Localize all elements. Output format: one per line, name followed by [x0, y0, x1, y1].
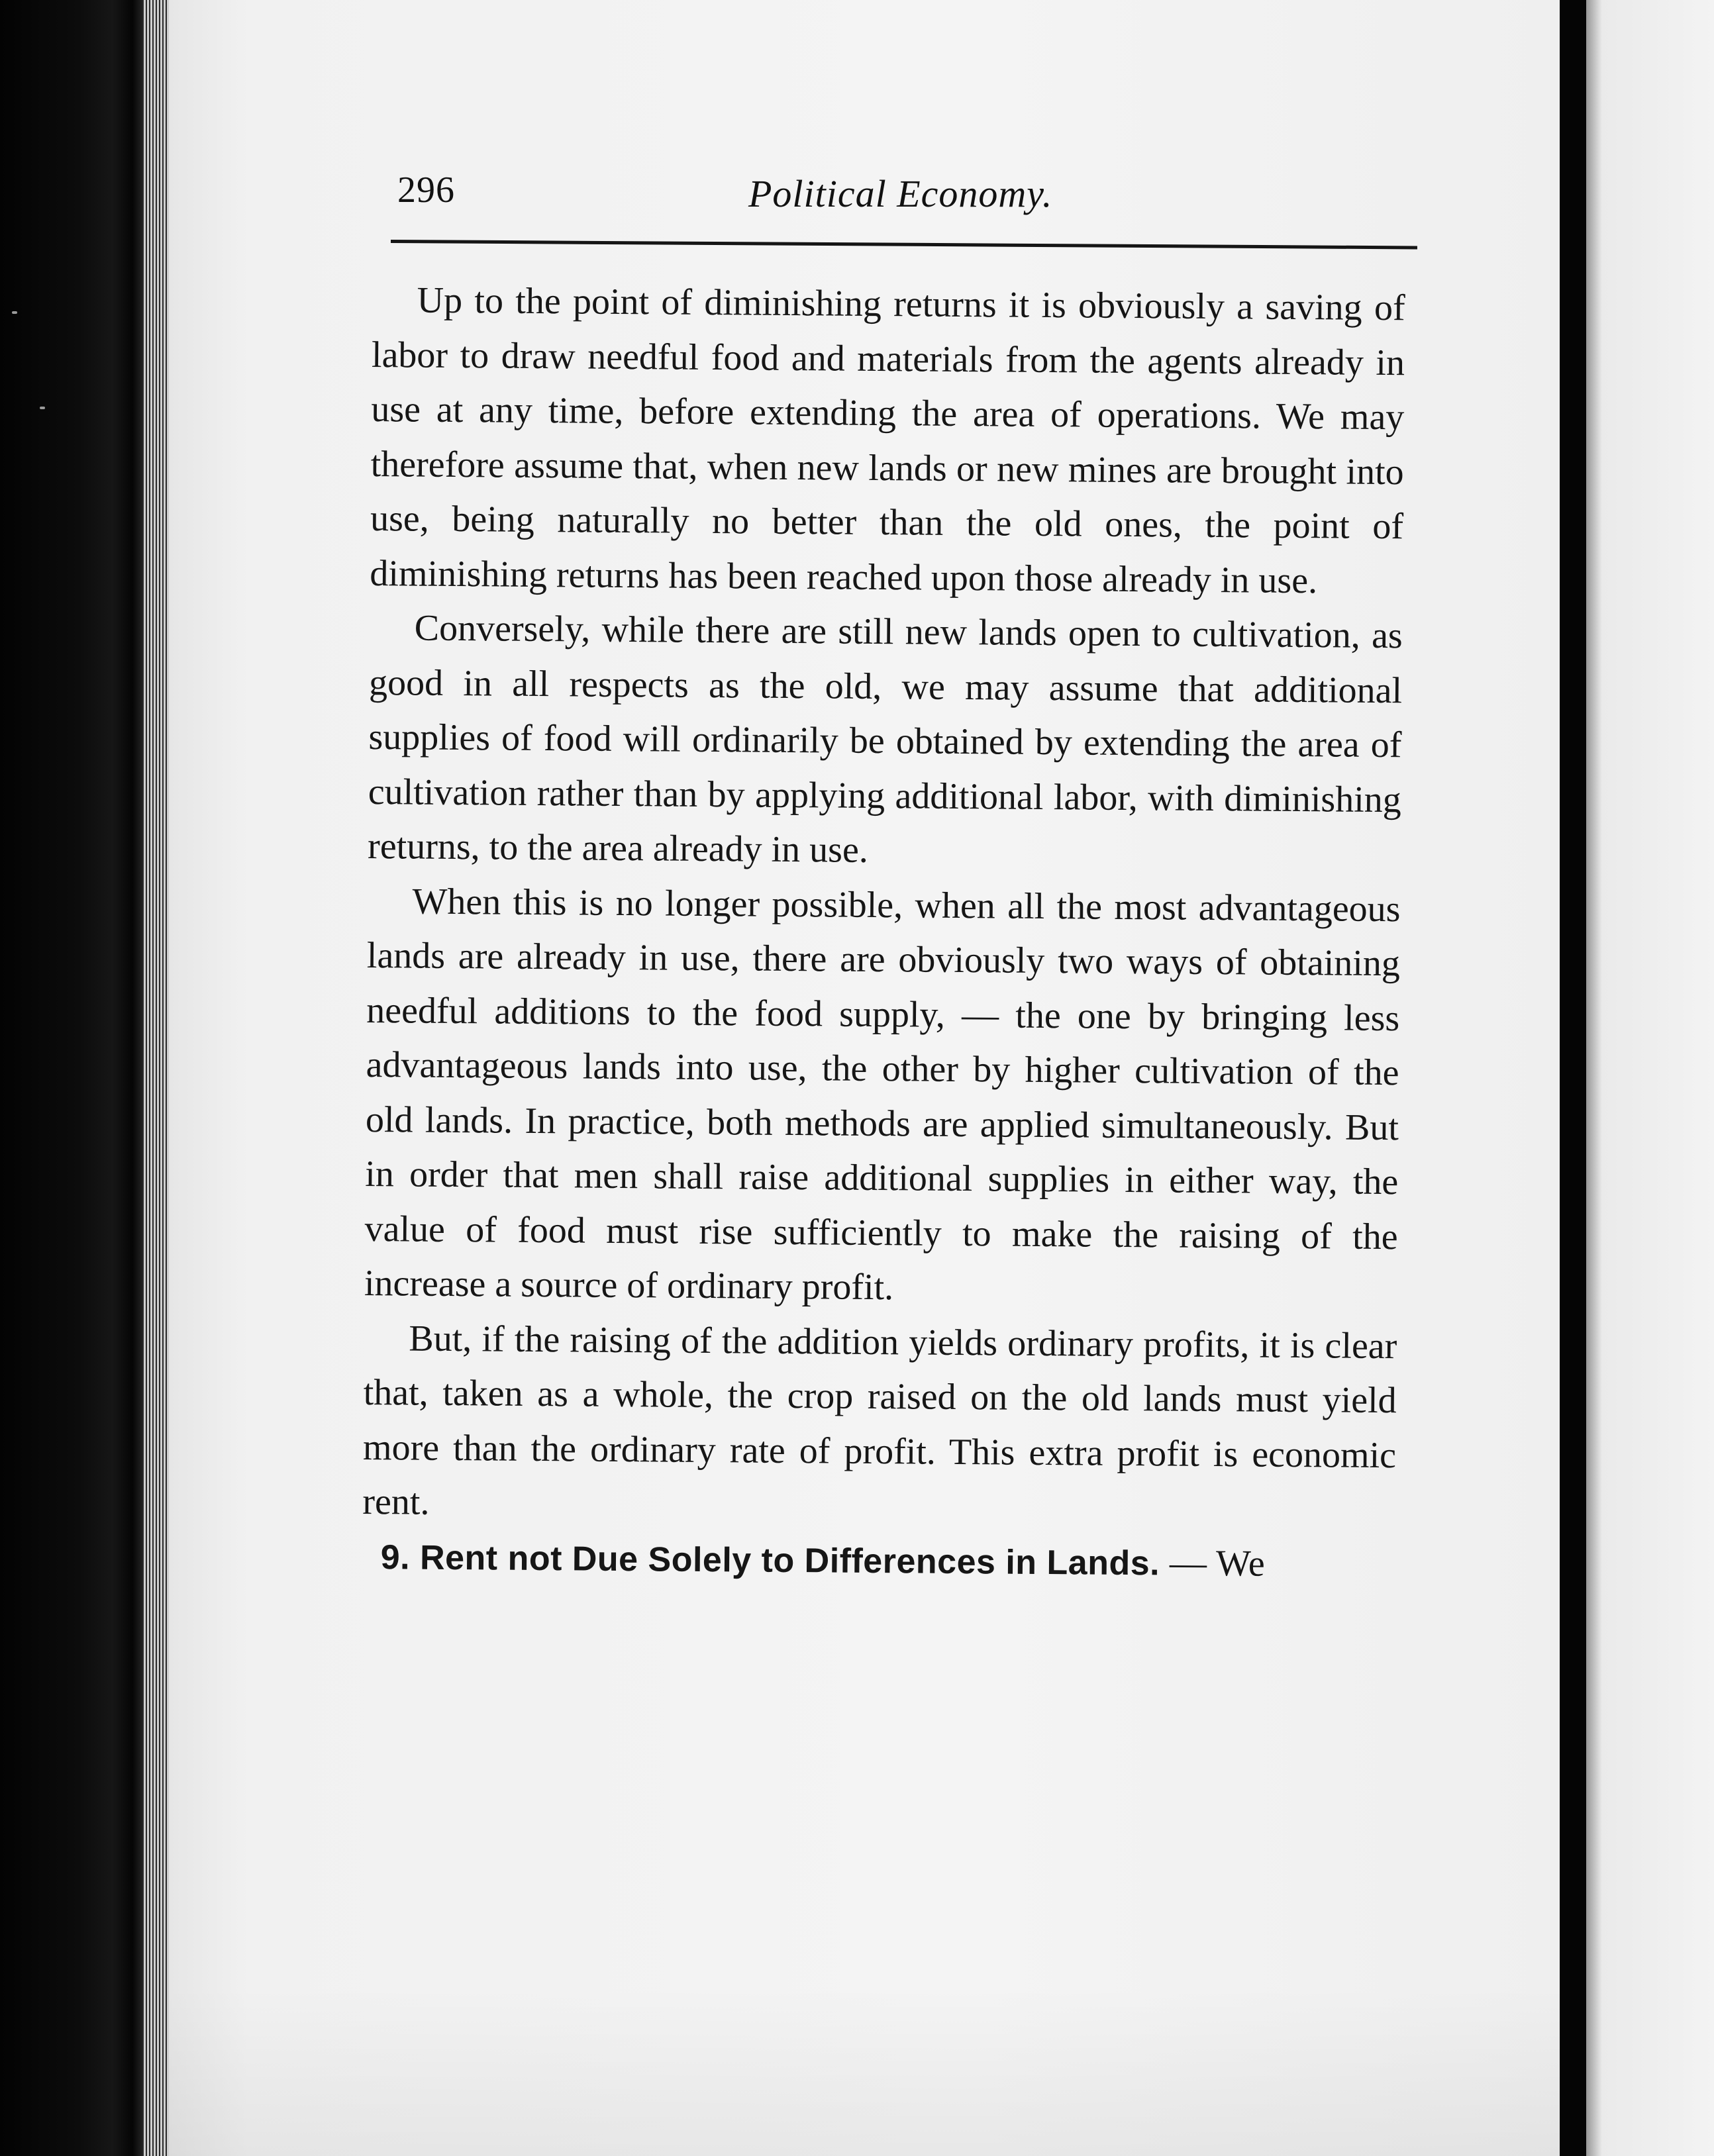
body-text	[362, 273, 1405, 1592]
gutter-speck	[12, 311, 17, 314]
adjacent-page	[1586, 0, 1714, 2156]
paragraph-3: When this is no longer possible, when all the most advantageous lands are already in use, there are obviously two ways of obtaining needful additions to the food supply, — the one by bringing less advantageous lands into use, the other by higher cultivation of the old lands. In practice, both methods are applied simultaneously. But in order that men shall raise additional supplies in either way, the value of food must rise sufficiently to make the raising of the increase a source of ordinary profit.	[364, 881, 1401, 1308]
section-heading	[362, 1529, 1395, 1592]
gutter-speck	[40, 407, 45, 409]
running-head	[397, 149, 1417, 228]
section-heading-title: 9. Rent not Due Solely to Differences in Lands.	[380, 1538, 1160, 1583]
paragraph-1: Up to the point of diminishing returns it is obviously a saving of labor to draw needful food and materials from the agents already in use at any time, before extending the area of operations. We may therefore assume that, when new lands or new mines are brought into use, being naturally no better than the old ones, the point of diminishing returns has been reached upon those already in use.	[370, 279, 1405, 601]
page-number: 296	[397, 170, 455, 211]
adjacent-page-shadow	[1586, 0, 1602, 2156]
paragraph-2: Conversely, while there are still new lands open to cultivation, as good in all respects as the old, we may assume that additional supplies of food will ordinarily be obtained by extending the area of cultivation rather than by applying additional labor, with diminishing returns, to the area already in use.	[367, 607, 1403, 871]
section-heading-trailing-text: — We	[1169, 1542, 1266, 1585]
page-shading	[169, 1986, 1560, 2156]
page-edge-stack	[142, 0, 169, 2156]
running-title: Political Economy.	[748, 172, 1053, 215]
book-binding-gutter	[0, 0, 142, 2156]
page-divider	[1560, 0, 1586, 2156]
paragraph-4: But, if the raising of the addition yields ordinary profits, it is clear that, taken as a whole, the crop raised on the old lands must yield more than the ordinary rate of profit. This extra profit is economic rent.	[362, 1317, 1397, 1523]
